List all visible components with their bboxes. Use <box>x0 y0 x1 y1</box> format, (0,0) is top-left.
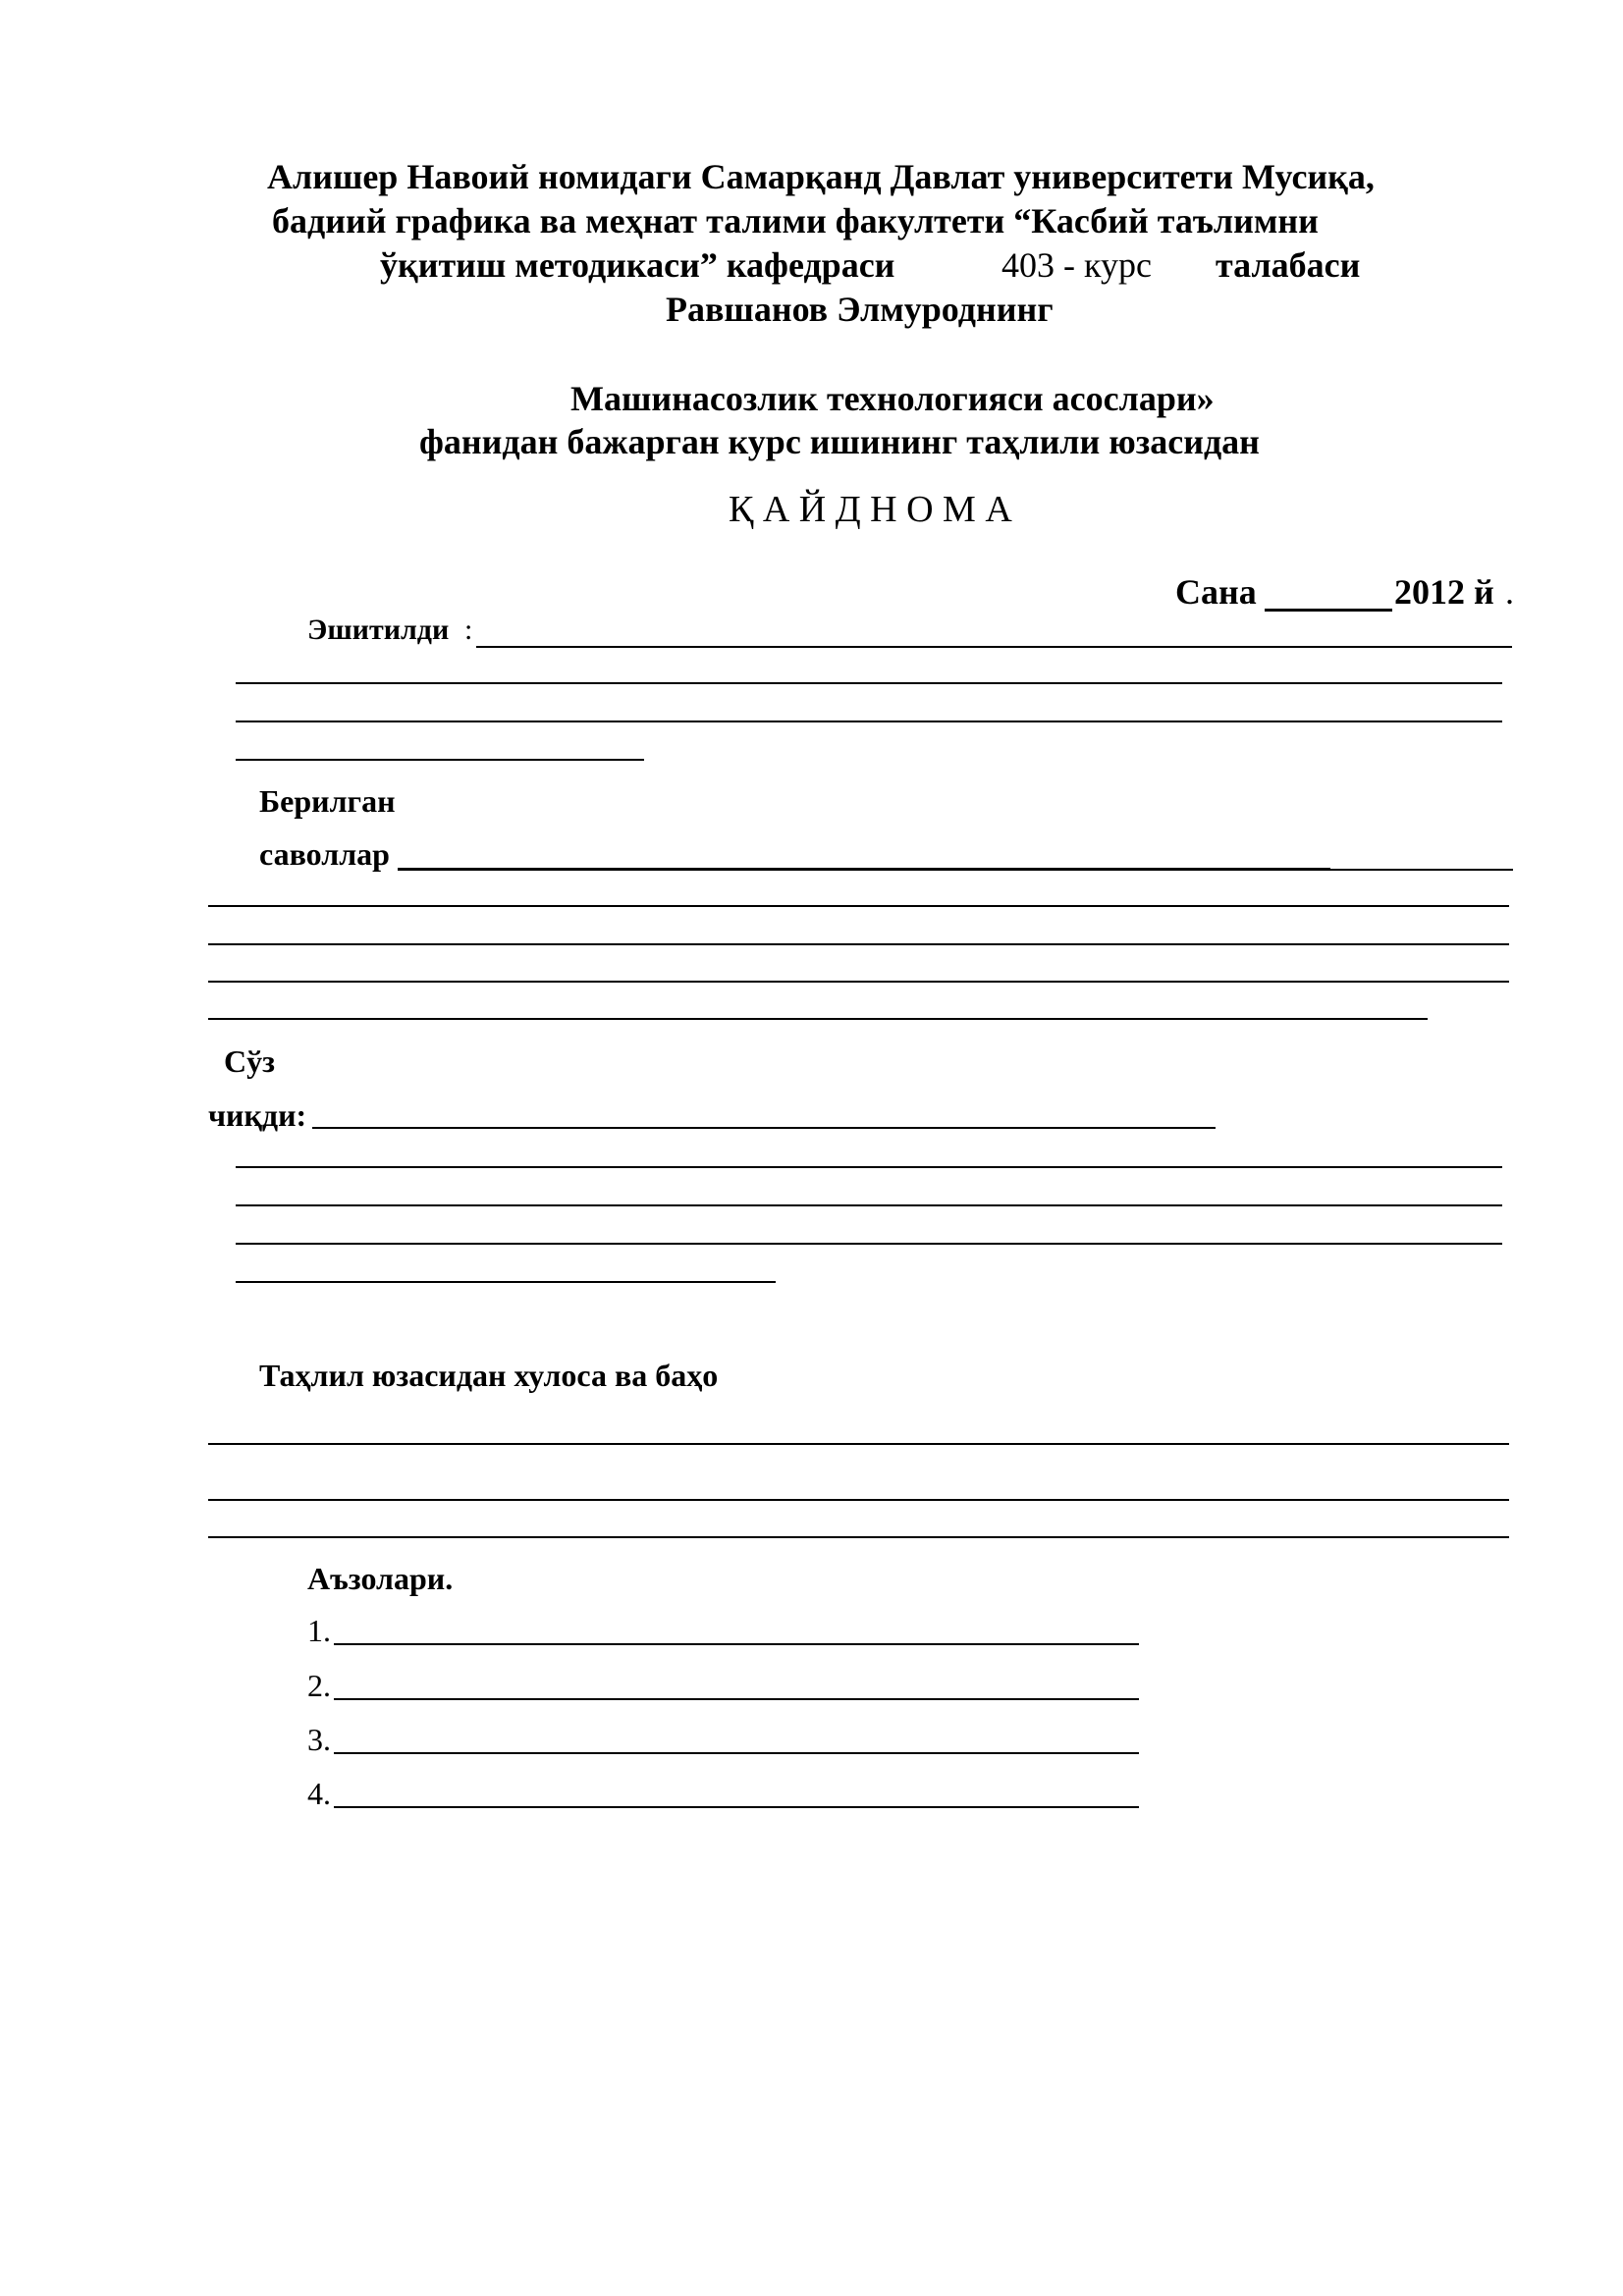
member-line-3 <box>334 1752 1139 1754</box>
document-title: Қ А Й Д Н О М А <box>729 489 1012 530</box>
questions-label-1: Берилган <box>259 783 396 819</box>
conclusion-line-2 <box>208 1499 1509 1501</box>
speakers-label-2: чиқди: <box>208 1097 307 1133</box>
member-number-3: 3. <box>307 1722 331 1757</box>
conclusion-line-1 <box>208 1443 1509 1445</box>
heard-colon: : <box>464 614 473 646</box>
header-line-3b: 403 - курс <box>1001 245 1152 285</box>
heard-label: Эшитилди <box>307 614 450 646</box>
header-line-1: Алишер Навоий номидаги Самарқанд Давлат университети Мусиқа, <box>267 157 1375 196</box>
subject-line-1: Машинасозлик технологияси асослари» <box>570 379 1215 418</box>
speakers-label-1: Сўз <box>224 1043 275 1079</box>
speakers-line-2 <box>236 1166 1502 1168</box>
heard-line-2 <box>236 682 1502 684</box>
date-year: 2012 й <box>1394 572 1494 612</box>
member-line-2 <box>334 1698 1139 1700</box>
heard-line-4 <box>236 759 644 761</box>
member-number-2: 2. <box>307 1668 331 1703</box>
conclusion-line-3 <box>208 1536 1509 1538</box>
date-blank-line <box>1265 609 1392 612</box>
speakers-line-4 <box>236 1243 1502 1245</box>
header-line-3a: ўқитиш методикаси” кафедраси <box>380 245 895 285</box>
member-line-4 <box>334 1806 1139 1808</box>
member-number-1: 1. <box>307 1613 331 1648</box>
questions-line-1a <box>398 868 1330 871</box>
speakers-line-5 <box>236 1281 776 1283</box>
questions-line-4 <box>208 981 1509 983</box>
questions-label-2: саволлар <box>259 836 390 872</box>
questions-line-1b <box>1330 869 1513 871</box>
questions-line-2 <box>208 905 1509 907</box>
member-line-1 <box>334 1643 1139 1645</box>
date-label: Сана <box>1175 572 1257 612</box>
header-line-3c: талабаси <box>1216 245 1361 285</box>
members-label: Аъзолари. <box>307 1561 454 1596</box>
date-dot: . <box>1505 572 1514 612</box>
header-line-2: бадиий графика ва меҳнат талими факултети “Касбий таълимни <box>272 201 1319 240</box>
speakers-line-1 <box>312 1127 1216 1129</box>
subject-line-2: фанидан бажарган курс ишининг таҳлили юзасидан <box>419 422 1260 461</box>
conclusion-label: Таҳлил юзасидан хулоса ва баҳо <box>259 1358 719 1393</box>
member-number-4: 4. <box>307 1776 331 1811</box>
questions-line-5 <box>208 1018 1428 1020</box>
heard-line-1 <box>476 646 1512 648</box>
speakers-line-3 <box>236 1204 1502 1206</box>
student-name: Равшанов Элмуроднинг <box>666 290 1054 329</box>
questions-line-3 <box>208 943 1509 945</box>
heard-line-3 <box>236 721 1502 722</box>
